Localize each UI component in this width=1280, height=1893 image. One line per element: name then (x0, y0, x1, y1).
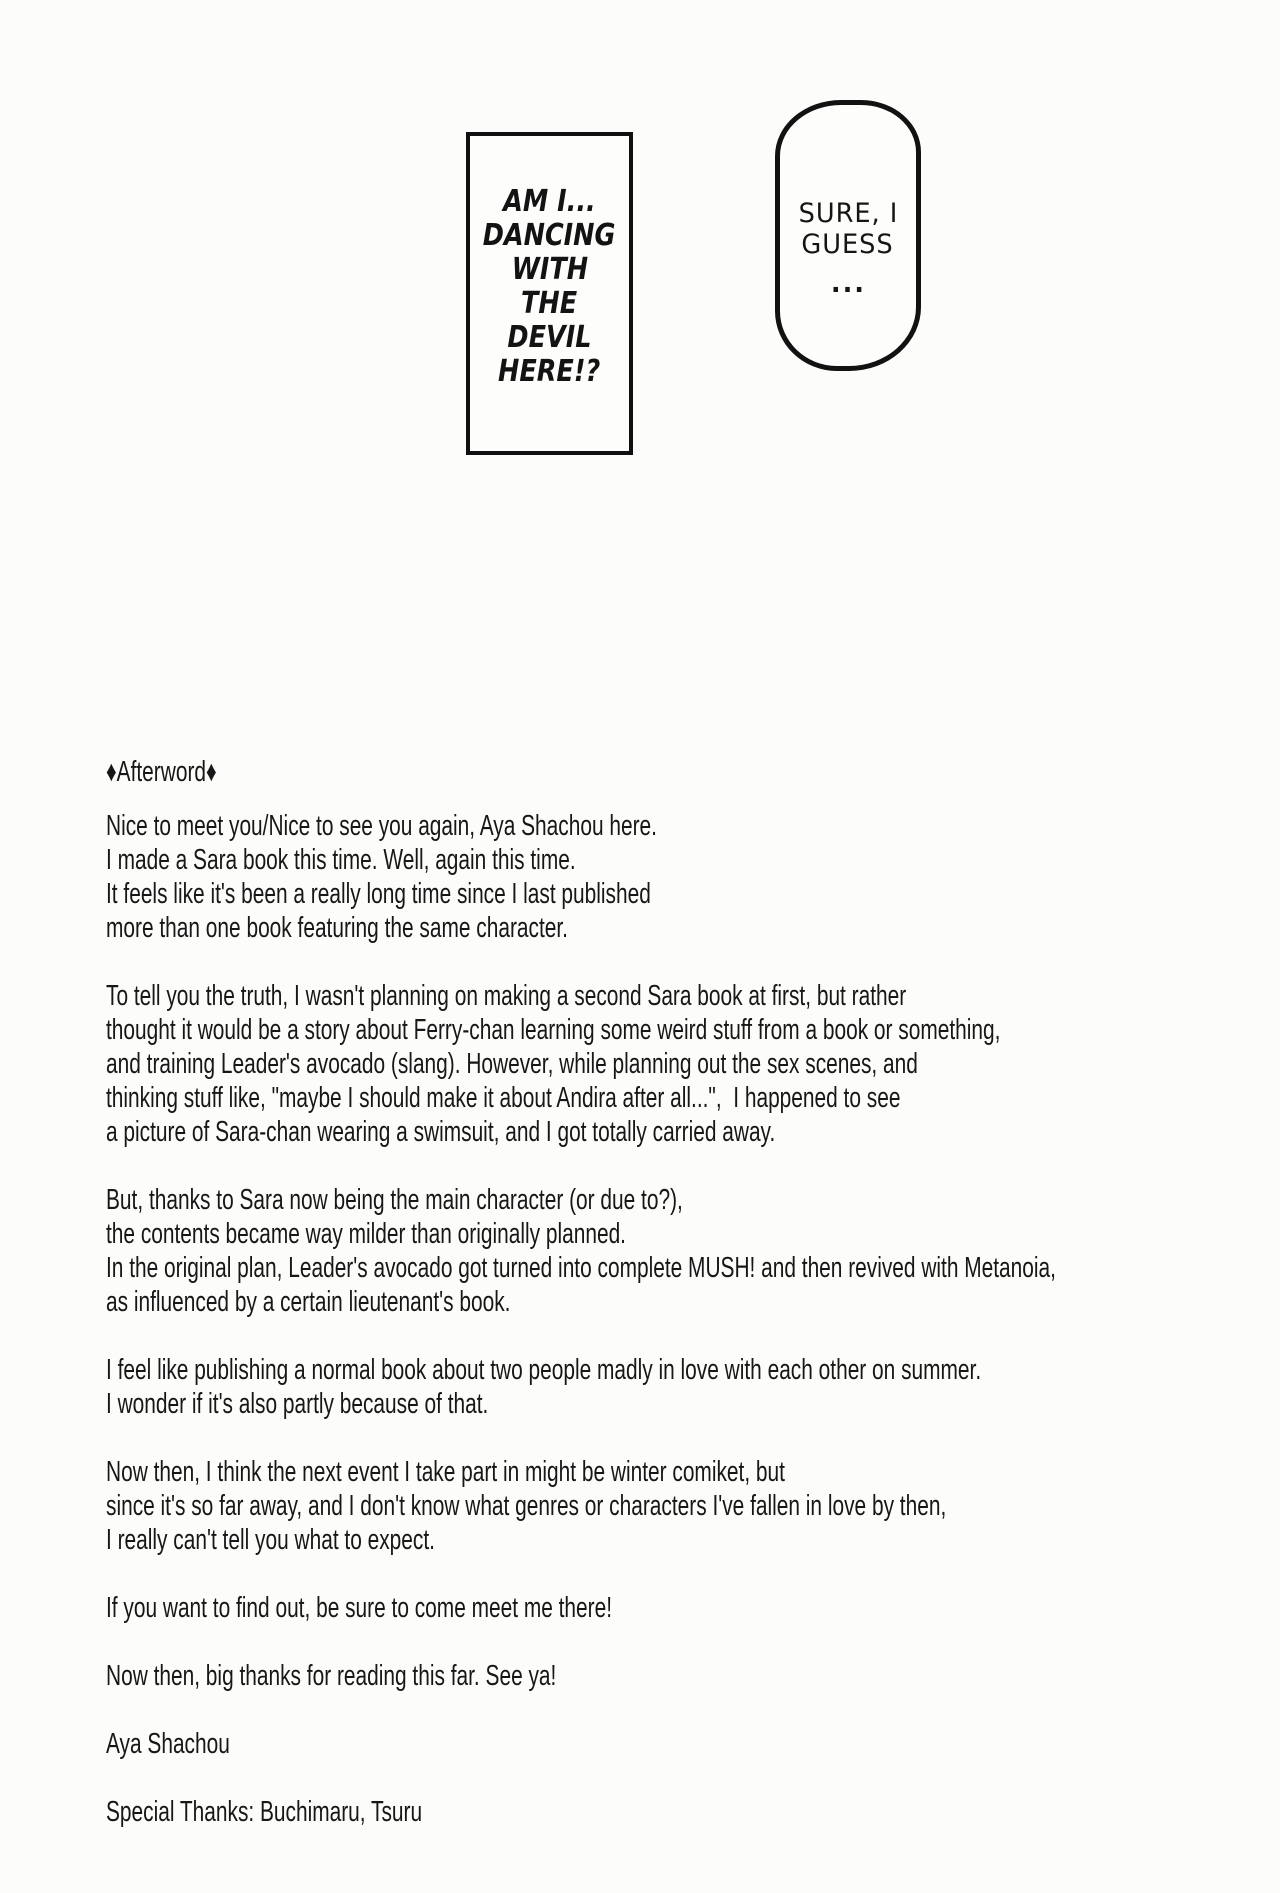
afterword-paragraph (106, 979, 1246, 1149)
afterword-paragraph (106, 809, 1246, 945)
bubble-line: WITH (511, 251, 588, 287)
afterword-paragraph (106, 1183, 1246, 1319)
bubble-line: DANCING (483, 217, 616, 253)
afterword-line: I feel like publishing a normal book about two people madly in love with each other on summer. (106, 1354, 982, 1386)
bubble-line: GUESS (801, 229, 895, 260)
oval-speech-bubble (775, 100, 921, 371)
afterword-line: In the original plan, Leader's avocado got turned into complete MUSH! and then revived with Metanoia, (106, 1252, 1056, 1284)
afterword-line: more than one book featuring the same character. (106, 912, 568, 944)
bubble-line: AM I... (503, 183, 596, 219)
afterword-line: But, thanks to Sara now being the main character (or due to?), (106, 1184, 683, 1216)
afterword-paragraph (106, 1659, 1246, 1693)
bubble-line: THE (521, 285, 578, 321)
afterword-line: and training Leader's avocado (slang). However, while planning out the sex scenes, and (106, 1048, 918, 1080)
afterword-special-thanks (106, 1795, 1246, 1829)
afterword-line: It feels like it's been a really long time since I last published (106, 878, 651, 910)
afterword-line: I wonder if it's also partly because of that. (106, 1388, 489, 1420)
afterword-line: Now then, big thanks for reading this far. See ya! (106, 1660, 557, 1692)
afterword-section (106, 755, 1246, 1863)
afterword-line: Now then, I think the next event I take part in might be winter comiket, but (106, 1456, 785, 1488)
afterword-title: ♦Afterword♦ (106, 756, 217, 788)
rect-speech-bubble (466, 132, 633, 455)
afterword-line: To tell you the truth, I wasn't planning on making a second Sara book at first, but rather (106, 980, 907, 1012)
afterword-line: the contents became way milder than originally planned. (106, 1218, 626, 1250)
afterword-line: Nice to meet you/Nice to see you again, Aya Shachou here. (106, 810, 657, 842)
afterword-signature (106, 1727, 1246, 1761)
bubble-line-ellipsis: ... (830, 268, 866, 299)
afterword-line: Special Thanks: Buchimaru, Tsuru (106, 1796, 423, 1828)
bubble-line: DEVIL (507, 319, 592, 355)
afterword-paragraph (106, 1353, 1246, 1421)
afterword-line: as influenced by a certain lieutenant's book. (106, 1286, 511, 1318)
afterword-line: I really can't tell you what to expect. (106, 1524, 435, 1556)
afterword-paragraph (106, 1591, 1246, 1625)
afterword-line: I made a Sara book this time. Well, again this time. (106, 844, 576, 876)
afterword-line: since it's so far away, and I don't know what genres or characters I've fallen in love by then, (106, 1490, 947, 1522)
afterword-line: thought it would be a story about Ferry-chan learning some weird stuff from a book or something, (106, 1014, 1001, 1046)
afterword-line: If you want to find out, be sure to come meet me there! (106, 1592, 613, 1624)
bubble-line: SURE, I (798, 198, 898, 229)
afterword-line: thinking stuff like, "maybe I should make it about Andira after all...", I happened to see (106, 1082, 901, 1114)
afterword-line: Aya Shachou (106, 1728, 230, 1760)
afterword-paragraph (106, 1455, 1246, 1557)
afterword-line: a picture of Sara-chan wearing a swimsuit, and I got totally carried away. (106, 1116, 776, 1148)
bubble-line: HERE!? (498, 353, 601, 389)
